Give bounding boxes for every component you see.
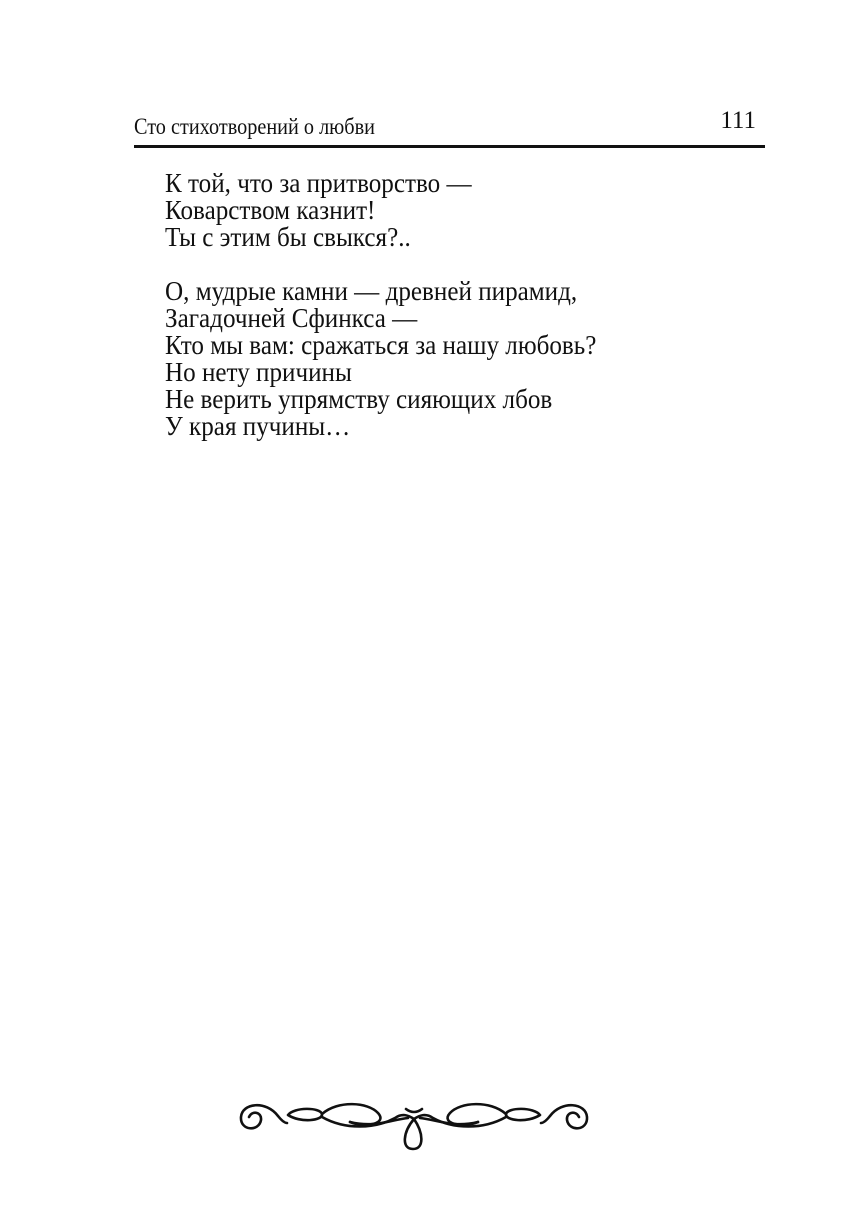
book-title: Сто стихотворений о любви	[134, 114, 375, 139]
stanza-1	[165, 170, 765, 251]
verse-line: Но нету причины	[165, 357, 352, 387]
stanza-2	[165, 278, 765, 440]
verse-line: К той, что за притворство —	[165, 168, 472, 198]
verse-line: Ты с этим бы свыкся?..	[165, 222, 411, 252]
verse-line: Не верить упрямству сияющих лбов	[165, 384, 553, 414]
poem	[165, 170, 765, 440]
verse-line: У края пучины…	[165, 411, 351, 441]
page-number: 111	[720, 107, 756, 134]
running-header	[134, 106, 764, 142]
verse-line: О, мудрые камни — древней пирамид,	[165, 276, 578, 306]
verse-line: Коварством казнит!	[165, 195, 376, 225]
verse-line: Загадочней Сфинкса —	[165, 303, 418, 333]
flourish-divider-icon	[230, 1085, 600, 1160]
verse-line: Кто мы вам: сражаться за нашу любовь?	[165, 330, 597, 360]
header-rule	[134, 145, 765, 148]
